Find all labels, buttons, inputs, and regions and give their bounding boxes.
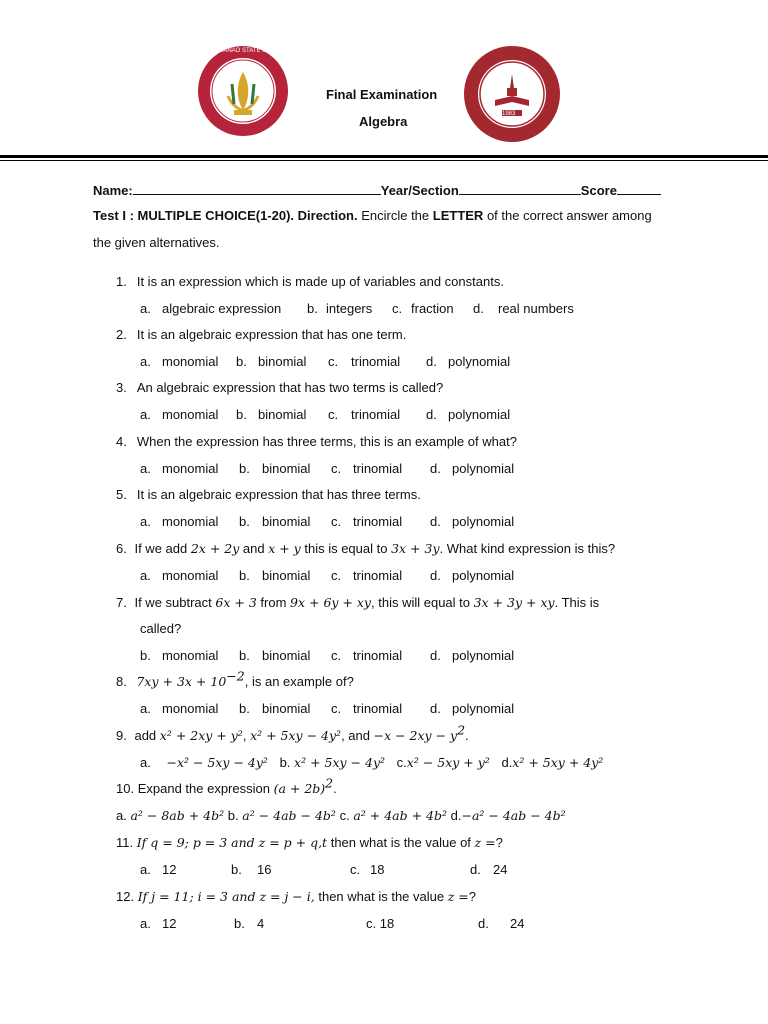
choice-text[interactable]: a² − 4ab − 4b² — [242, 808, 336, 823]
q-num: 7. — [116, 595, 127, 610]
year-section-label: Year/Section — [380, 183, 459, 198]
choice-letter[interactable]: b. — [239, 514, 250, 529]
choice-letter[interactable]: b. — [239, 461, 250, 476]
q-text: , is an example of? — [244, 674, 354, 689]
choice-text[interactable]: x² + 5xy + 4y² — [512, 755, 604, 770]
choice-text[interactable]: fraction — [411, 301, 454, 316]
choice-letter[interactable]: c. — [339, 808, 350, 823]
choice-letter[interactable]: a. — [116, 808, 127, 823]
choice-text[interactable]: monomial — [162, 461, 219, 476]
year-section-blank[interactable] — [459, 181, 581, 195]
choice-letter[interactable]: a. — [140, 354, 151, 369]
choice-text[interactable]: 18 — [370, 862, 385, 877]
choice-letter[interactable]: a. — [140, 461, 151, 476]
choice-text[interactable]: polynomial — [448, 354, 511, 369]
q-num: 8. — [116, 674, 127, 689]
choice-letter[interactable]: a. — [140, 407, 151, 422]
choice-letter[interactable]: d. — [430, 568, 441, 583]
choice-text[interactable]: c. 18 — [366, 916, 395, 931]
header-rule-thick — [0, 155, 768, 158]
choice-letter[interactable]: d. — [473, 301, 484, 316]
q-math-sup: −2 — [226, 668, 245, 684]
choice-text[interactable]: trinomial — [353, 701, 403, 716]
choice-text[interactable]: binomial — [262, 568, 311, 583]
choice-letter[interactable]: c. — [331, 514, 342, 529]
q-num: 10. — [116, 781, 135, 796]
choice-text[interactable]: trinomial — [353, 648, 403, 663]
choices-9 — [140, 755, 603, 770]
choice-letter[interactable]: b. — [236, 354, 247, 369]
choice-text[interactable]: trinomial — [353, 461, 403, 476]
direction-text-2: of the correct answer among — [483, 208, 652, 223]
q-math: 6x + 3 — [215, 595, 257, 610]
q-num: 9. — [116, 728, 127, 743]
q-text: If we add — [134, 541, 191, 556]
q-math: If j = 11; i = 3 and z = j − i, — [137, 889, 315, 904]
test-label: Test I : MULTIPLE CHOICE(1-20). Direction. — [93, 208, 358, 223]
choice-text[interactable]: polynomial — [452, 461, 515, 476]
q-math: x² + 2xy + y² — [159, 728, 243, 743]
choice-letter[interactable]: d. — [430, 701, 441, 716]
choice-letter[interactable]: a. — [140, 568, 151, 583]
q-math: (a + 2b) — [273, 781, 326, 796]
q-text: and — [239, 541, 269, 556]
choice-text[interactable]: 24 — [493, 862, 508, 877]
q-num: 5. — [116, 487, 127, 502]
q-math: 3x + 3y — [391, 541, 440, 556]
choice-letter[interactable]: b. — [236, 407, 247, 422]
q-num: 2. — [116, 327, 127, 342]
choice-letter[interactable]: c. — [396, 755, 407, 770]
question-8 — [116, 668, 354, 689]
choice-text[interactable]: binomial — [262, 461, 311, 476]
q-text: It is an algebraic expression that has one term. — [136, 327, 407, 342]
choice-text[interactable]: polynomial — [452, 648, 515, 663]
choice-text[interactable]: trinomial — [351, 407, 401, 422]
choice-text[interactable]: real numbers — [498, 301, 574, 316]
choice-text[interactable]: trinomial — [353, 514, 403, 529]
q-math-sup: 2 — [457, 722, 466, 738]
q-text: then what is the value of — [327, 835, 475, 850]
choice-letter[interactable]: b. — [239, 648, 250, 663]
choice-letter[interactable]: c. — [328, 354, 339, 369]
question-1 — [116, 274, 504, 289]
question-3 — [116, 380, 443, 395]
choice-letter[interactable]: a. — [140, 862, 151, 877]
choice-text[interactable]: x² + 5xy − 4y² — [294, 755, 386, 770]
choice-letter[interactable]: a. — [140, 755, 151, 770]
choice-text[interactable]: binomial — [258, 407, 307, 422]
choice-letter[interactable]: b. — [307, 301, 318, 316]
choice-text[interactable]: −a² − 4ab − 4b² — [461, 808, 566, 823]
choice-text[interactable]: 12 — [162, 862, 177, 877]
choice-text[interactable]: 12 — [162, 916, 177, 931]
q-math: 7xy + 3x + 10 — [136, 674, 227, 689]
choice-text[interactable]: monomial — [162, 568, 219, 583]
q-text: Expand the expression — [137, 781, 274, 796]
choice-letter[interactable]: d. — [478, 916, 489, 931]
choice-letter[interactable]: b. — [227, 808, 239, 823]
name-line — [93, 181, 661, 198]
choice-text[interactable]: monomial — [162, 407, 219, 422]
q-text: this is equal to — [300, 541, 392, 556]
question-2 — [116, 327, 406, 342]
q-text: It is an expression which is made up of variables and constants. — [136, 274, 504, 289]
q-math: −x − 2xy − y — [373, 728, 458, 743]
q-num: 1. — [116, 274, 127, 289]
choice-letter[interactable]: c. — [392, 301, 403, 316]
choice-letter[interactable]: a. — [140, 301, 151, 316]
choice-text[interactable]: binomial — [262, 648, 311, 663]
q-num: 12. — [116, 889, 135, 904]
q-math-sup: 2 — [325, 775, 334, 791]
choice-text[interactable]: binomial — [258, 354, 307, 369]
question-7 — [116, 595, 599, 610]
q-text: It is an algebraic expression that has three terms. — [136, 487, 421, 502]
q-text: . What kind expression is this? — [439, 541, 616, 556]
choice-letter[interactable]: a. — [140, 916, 151, 931]
choice-text[interactable]: a² + 4ab + 4b² — [353, 808, 447, 823]
test-direction-line2: the given alternatives. — [93, 235, 220, 250]
choice-letter[interactable]: b. — [234, 916, 245, 931]
choice-text[interactable]: a² − 8ab + 4b² — [130, 808, 225, 823]
choice-letter[interactable]: d. — [430, 461, 441, 476]
choice-letter[interactable]: c. — [350, 862, 361, 877]
choice-text[interactable]: integers — [326, 301, 373, 316]
q-text: from — [256, 595, 291, 610]
choice-letter[interactable]: d. — [470, 862, 481, 877]
name-label: Name: — [93, 183, 133, 198]
choice-text[interactable]: binomial — [262, 701, 311, 716]
q-num: 6. — [116, 541, 127, 556]
coe-logo-year: 1983 — [502, 111, 516, 117]
q-math: 2x + 2y — [190, 541, 240, 556]
score-label: Score — [580, 183, 617, 198]
choice-text[interactable]: polynomial — [448, 407, 511, 422]
question-10: 10. Expand the expression $(a + 2b)^2$. — [116, 775, 337, 796]
question-5 — [116, 487, 421, 502]
coe-logo — [462, 44, 562, 144]
question-7-line2: called? — [140, 621, 182, 636]
choice-letter[interactable]: c. — [331, 568, 342, 583]
choices-10 — [116, 808, 566, 823]
choice-text[interactable]: monomial — [162, 648, 219, 663]
choice-text[interactable]: monomial — [162, 701, 219, 716]
q-math: z = — [474, 835, 496, 850]
choice-letter[interactable]: c. — [331, 701, 342, 716]
q-text: , this will equal to — [371, 595, 474, 610]
choice-letter[interactable]: a. — [140, 701, 151, 716]
choice-text[interactable]: 16 — [257, 862, 272, 877]
choice-letter[interactable]: b. — [231, 862, 242, 877]
choice-text[interactable]: polynomial — [452, 568, 515, 583]
choice-letter[interactable]: d. — [501, 755, 513, 770]
choice-letter[interactable]: a. — [140, 514, 151, 529]
score-blank[interactable] — [617, 181, 661, 195]
header-rule-thin — [0, 160, 768, 161]
choice-letter[interactable]: d. — [450, 808, 462, 823]
test-direction — [93, 208, 652, 223]
question-12 — [116, 889, 476, 904]
q-text: then what is the value — [314, 889, 448, 904]
choice-text[interactable]: polynomial — [452, 701, 515, 716]
choice-text[interactable]: −x² − 5xy − 4y² — [166, 755, 268, 770]
choice-letter[interactable]: c. — [328, 407, 339, 422]
q-math: 9x + 6y + xy — [290, 595, 371, 610]
q-num: 3. — [116, 380, 127, 395]
question-6 — [116, 541, 615, 556]
q-text: ? — [495, 835, 503, 850]
exam-title: Final Examination — [326, 87, 438, 102]
choice-text[interactable]: algebraic expression — [162, 301, 282, 316]
q-text: , and — [341, 728, 374, 743]
direction-letter: LETTER — [432, 208, 484, 223]
question-11 — [116, 835, 503, 850]
q-num: 4. — [116, 434, 127, 449]
choice-text[interactable]: trinomial — [353, 568, 403, 583]
choice-letter[interactable]: b. — [239, 568, 250, 583]
msu-logo — [196, 44, 299, 138]
choice-letter[interactable]: b. — [279, 755, 291, 770]
choice-text[interactable]: x² − 5xy + y² — [406, 755, 490, 770]
choice-text[interactable]: polynomial — [452, 514, 515, 529]
q-text: ? — [468, 889, 476, 904]
choice-text[interactable]: 4 — [257, 916, 265, 931]
name-blank[interactable] — [133, 181, 381, 195]
choice-text[interactable]: 24 — [510, 916, 525, 931]
q-math: x + y — [268, 541, 301, 556]
msu-logo-text: MINDANAO STATE UNIVERSITY — [208, 48, 299, 54]
choice-text[interactable]: monomial — [162, 354, 219, 369]
choice-text[interactable]: monomial — [162, 514, 219, 529]
choice-letter[interactable]: d. — [426, 354, 437, 369]
choice-letter[interactable]: b. — [239, 701, 250, 716]
choice-letter[interactable]: d. — [430, 648, 441, 663]
question-9: 9. add x² + 2xy + y², x² + 5xy − 4y², and $-x - 2xy - y^2$. — [116, 722, 469, 743]
q-text: If we subtract — [134, 595, 216, 610]
q-text: An algebraic expression that has two terms is called? — [136, 380, 444, 395]
q-math: If q = 9; p = 3 and z = p + q,t — [136, 835, 328, 850]
q-num: 11. — [116, 835, 134, 850]
choice-letter[interactable]: c. — [331, 648, 342, 663]
q-text: add — [134, 728, 160, 743]
choice-letter[interactable]: c. — [331, 461, 342, 476]
question-4 — [116, 434, 517, 449]
choice-letter[interactable]: d. — [430, 514, 441, 529]
exam-subject: Algebra — [359, 114, 408, 129]
choice-letter[interactable]: b. — [140, 648, 151, 663]
choice-text[interactable]: trinomial — [351, 354, 401, 369]
q-math: x² + 5xy − 4y² — [250, 728, 342, 743]
q-math: 3x + 3y + xy — [473, 595, 555, 610]
direction-text: Encircle the — [357, 208, 433, 223]
choice-letter[interactable]: d. — [426, 407, 437, 422]
choice-text[interactable]: binomial — [262, 514, 311, 529]
q-text: . This is — [554, 595, 600, 610]
q-math: z = — [447, 889, 469, 904]
q-text: When the expression has three terms, this is an example of what? — [136, 434, 517, 449]
